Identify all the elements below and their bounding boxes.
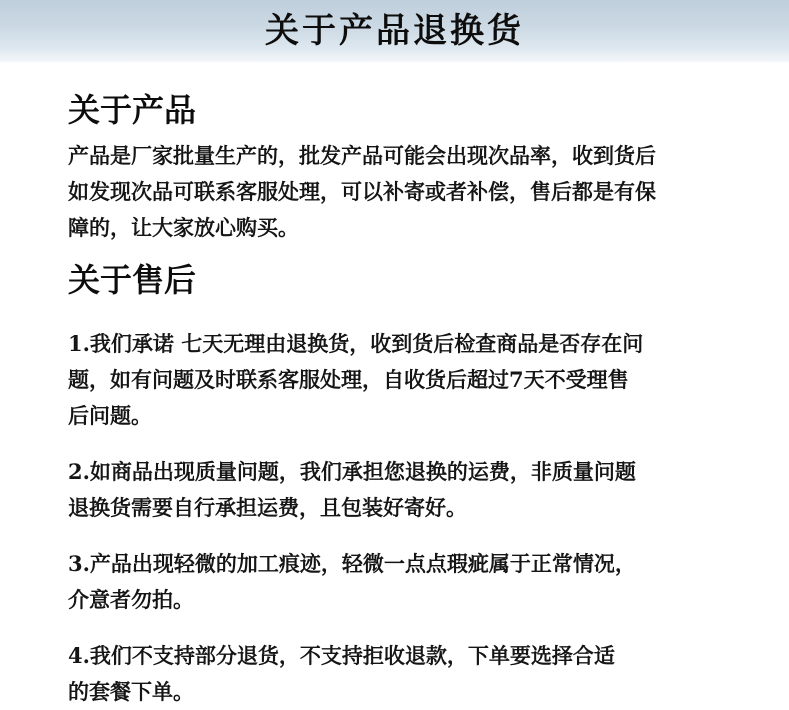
section-after-sales	[68, 256, 780, 710]
paragraph-line: 产品是厂家批量生产的，批发产品可能会出现次品率，收到货后	[68, 143, 656, 168]
rule-line: 后问题。	[68, 403, 152, 428]
rule-line: 介意者勿拍。	[68, 587, 194, 612]
paragraph-line: 障的，让大家放心购买。	[68, 215, 299, 240]
content-area	[68, 86, 780, 710]
section-heading-about-product: 关于产品	[68, 91, 197, 129]
rule-line: 题，如有问题及时联系客服处理，自收货后超过7天不受理售	[68, 367, 629, 392]
paragraph-line: 如发现次品可联系客服处理，可以补寄或者补偿，售后都是有保	[68, 179, 656, 204]
rule-line: 2.如商品出现质量问题，我们承担您退换的运费，非质量问题	[68, 459, 636, 484]
page-title: 关于产品退换货	[265, 10, 524, 51]
rule-item-2	[68, 454, 774, 526]
rule-item-3	[68, 546, 774, 618]
rule-item-4	[68, 638, 774, 710]
section-about-product	[68, 86, 780, 246]
title-banner	[0, 0, 789, 62]
rule-line: 1.我们承诺 七天无理由退换货，收到货后检查商品是否存在问	[68, 331, 644, 356]
about-product-paragraph	[68, 138, 774, 246]
rule-line: 4.我们不支持部分退货，不支持拒收退款，下单要选择合适	[68, 643, 615, 668]
section-heading-after-sales: 关于售后	[68, 261, 197, 299]
rule-item-1	[68, 326, 774, 434]
rule-line: 的套餐下单。	[68, 679, 194, 704]
rule-line: 3.产品出现轻微的加工痕迹，轻微一点点瑕疵属于正常情况，	[68, 551, 636, 576]
after-sales-rules	[68, 326, 780, 710]
rule-line: 退换货需要自行承担运费，且包装好寄好。	[68, 495, 467, 520]
